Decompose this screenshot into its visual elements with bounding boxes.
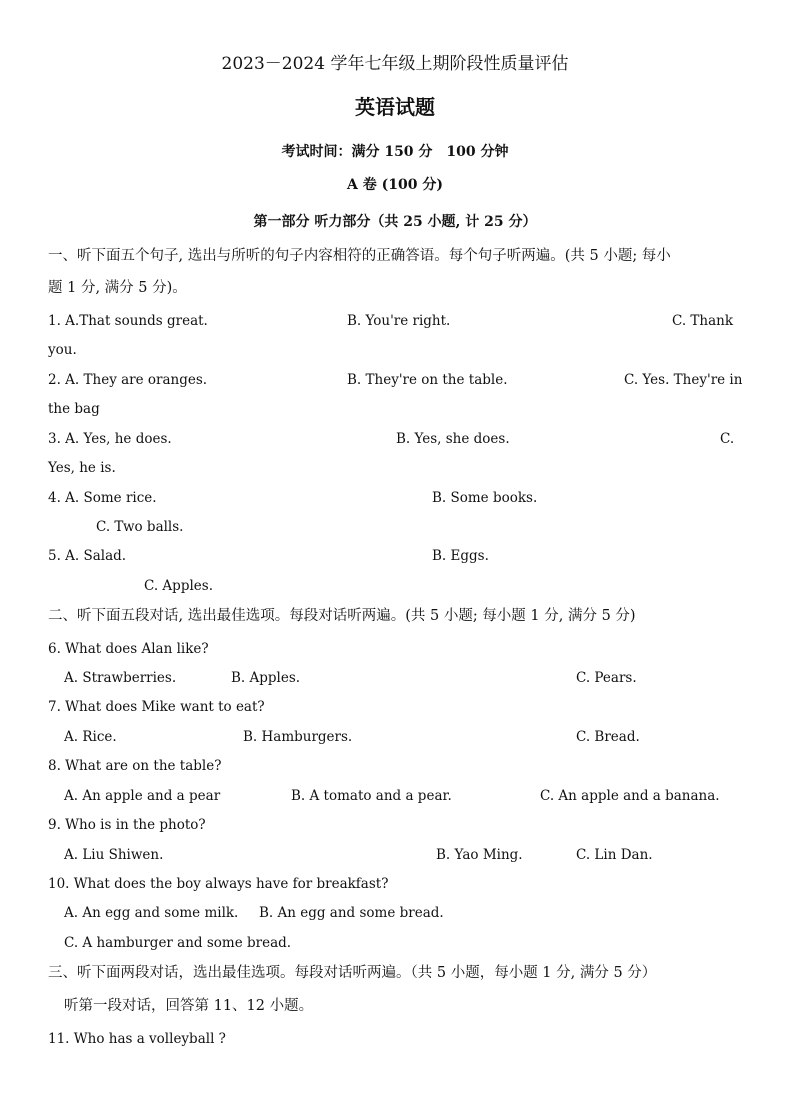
q5-option-b: B. Eggs.	[432, 548, 489, 564]
q1-option-c-cont: you.	[48, 342, 77, 358]
q4-option-b: B. Some books.	[432, 490, 538, 506]
q7-option-b: B. Hamburgers.	[243, 729, 353, 745]
q9-option-a: A. Liu Shiwen.	[64, 847, 164, 863]
q5-option-c: C. Apples.	[144, 578, 213, 594]
q7-option-c: C. Bread.	[576, 729, 640, 745]
q7-question: 7. What does Mike want to eat?	[48, 699, 265, 715]
q2-option-b: B. They're on the table.	[347, 372, 508, 388]
q1-option-a: 1. A.That sounds great.	[48, 313, 208, 329]
exam-info: 考试时间：满分 150 分 100 分钟	[281, 144, 509, 160]
q9-question: 9. Who is in the photo?	[48, 817, 206, 833]
q5-option-a: 5. A. Salad.	[48, 548, 127, 564]
q10-question: 10. What does the boy always have for breakfast?	[48, 876, 389, 892]
volume-label: A 卷 (100 分)	[347, 177, 443, 193]
q2-option-c-cont: the bag	[48, 401, 100, 417]
q10-option-a: A. An egg and some milk.	[64, 905, 239, 921]
section2-instruction: 二、听下面五段对话, 选出最佳选项。每段对话听两遍。(共 5 小题; 每小题 1 分, 满分 5 分)	[48, 608, 636, 624]
q8-question: 8. What are on the table?	[48, 758, 222, 774]
q10-option-c: C. A hamburger and some bread.	[64, 935, 292, 951]
exam-title: 2023－2024 学年七年级上期阶段性质量评估	[221, 54, 569, 74]
q6-question: 6. What does Alan like?	[48, 641, 209, 657]
q1-option-b: B. You're right.	[347, 313, 451, 329]
q8-option-b: B. A tomato and a pear.	[291, 788, 452, 804]
q11-question: 11. Who has a volleyball ?	[48, 1031, 226, 1047]
section3-sub-instruction: 听第一段对话，回答第 11、12 小题。	[64, 998, 314, 1014]
section1-instruction: 一、听下面五个句子, 选出与所听的句子内容相符的正确答语。每个句子听两遍。(共 5 小题; 每小	[48, 248, 671, 264]
q2-option-c: C. Yes. They're in	[624, 372, 743, 388]
q3-option-b: B. Yes, she does.	[396, 431, 510, 447]
q8-option-c: C. An apple and a banana.	[540, 788, 720, 804]
q6-option-c: C. Pears.	[576, 670, 637, 686]
q1-option-c: C. Thank	[672, 313, 734, 329]
q9-option-b: B. Yao Ming.	[436, 847, 523, 863]
q10-option-b: B. An egg and some bread.	[259, 905, 444, 921]
q6-option-b: B. Apples.	[231, 670, 301, 686]
q3-option-c-cont: Yes, he is.	[48, 460, 116, 476]
q4-option-c: C. Two balls.	[96, 519, 184, 535]
q6-option-a: A. Strawberries.	[64, 670, 177, 686]
q3-option-c: C.	[720, 431, 735, 447]
section3-instruction: 三、听下面两段对话，选出最佳选项。每段对话听两遍。（共 5 小题，每小题 1 分, 满分 5 分）	[48, 965, 657, 981]
q4-option-a: 4. A. Some rice.	[48, 490, 157, 506]
subject-title: 英语试题	[355, 95, 435, 119]
q7-option-a: A. Rice.	[64, 729, 117, 745]
section1-instruction-cont: 题 1 分, 满分 5 分)。	[48, 280, 187, 296]
q2-option-a: 2. A. They are oranges.	[48, 372, 208, 388]
q8-option-a: A. An apple and a pear	[64, 788, 221, 804]
q9-option-c: C. Lin Dan.	[576, 847, 653, 863]
part-heading: 第一部分 听力部分（共 25 小题, 计 25 分）	[253, 214, 537, 230]
q3-option-a: 3. A. Yes, he does.	[48, 431, 172, 447]
